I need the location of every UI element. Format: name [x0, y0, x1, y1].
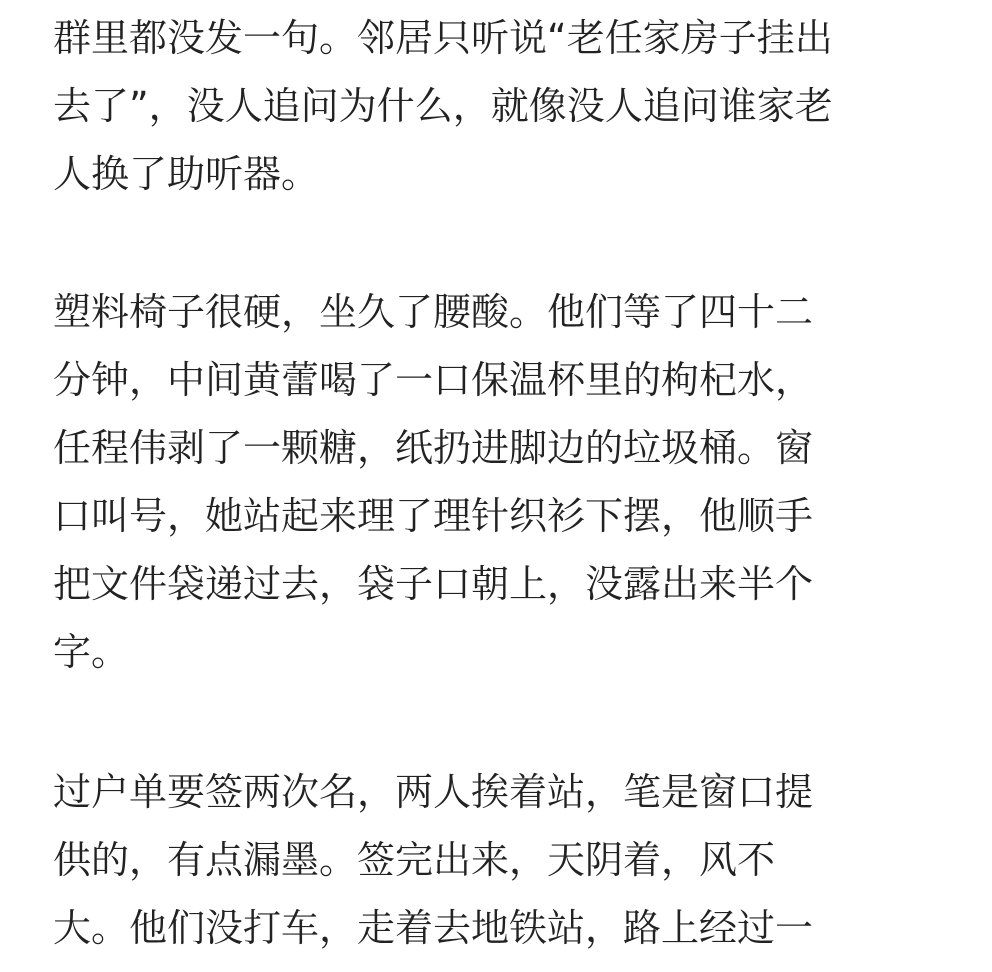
text-line: 分钟，中间黄蕾喝了一口保温杯里的枸杞水，	[53, 358, 814, 402]
text-line: 供的，有点漏墨。签完出来，天阴着，风不	[53, 838, 776, 882]
text-line: 过户单要签两次名，两人挨着站，笔是窗口提	[53, 770, 814, 814]
paragraph-1	[53, 4, 833, 208]
text-line: 群里都没发一句。邻居只听说“老任家房子挂出	[53, 16, 833, 60]
text-line: 去了”，没人追问为什么，就像没人追问谁家老	[53, 84, 833, 128]
text-line: 口叫号，她站起来理了理针织衫下摆，他顺手	[53, 494, 814, 538]
text-line: 字。	[53, 630, 130, 674]
text-line: 人换了助听器。	[53, 152, 320, 196]
text-line: 任程伟剥了一颗糖，纸扔进脚边的垃圾桶。窗	[53, 426, 814, 470]
text-line: 大。他们没打车，走着去地铁站，路上经过一	[53, 906, 814, 950]
text-line: 把文件袋递过去，袋子口朝上，没露出来半个	[53, 562, 814, 606]
paragraph-2	[53, 278, 813, 686]
paragraph-3	[53, 758, 813, 962]
text-line: 塑料椅子很硬，坐久了腰酸。他们等了四十二	[53, 290, 814, 334]
